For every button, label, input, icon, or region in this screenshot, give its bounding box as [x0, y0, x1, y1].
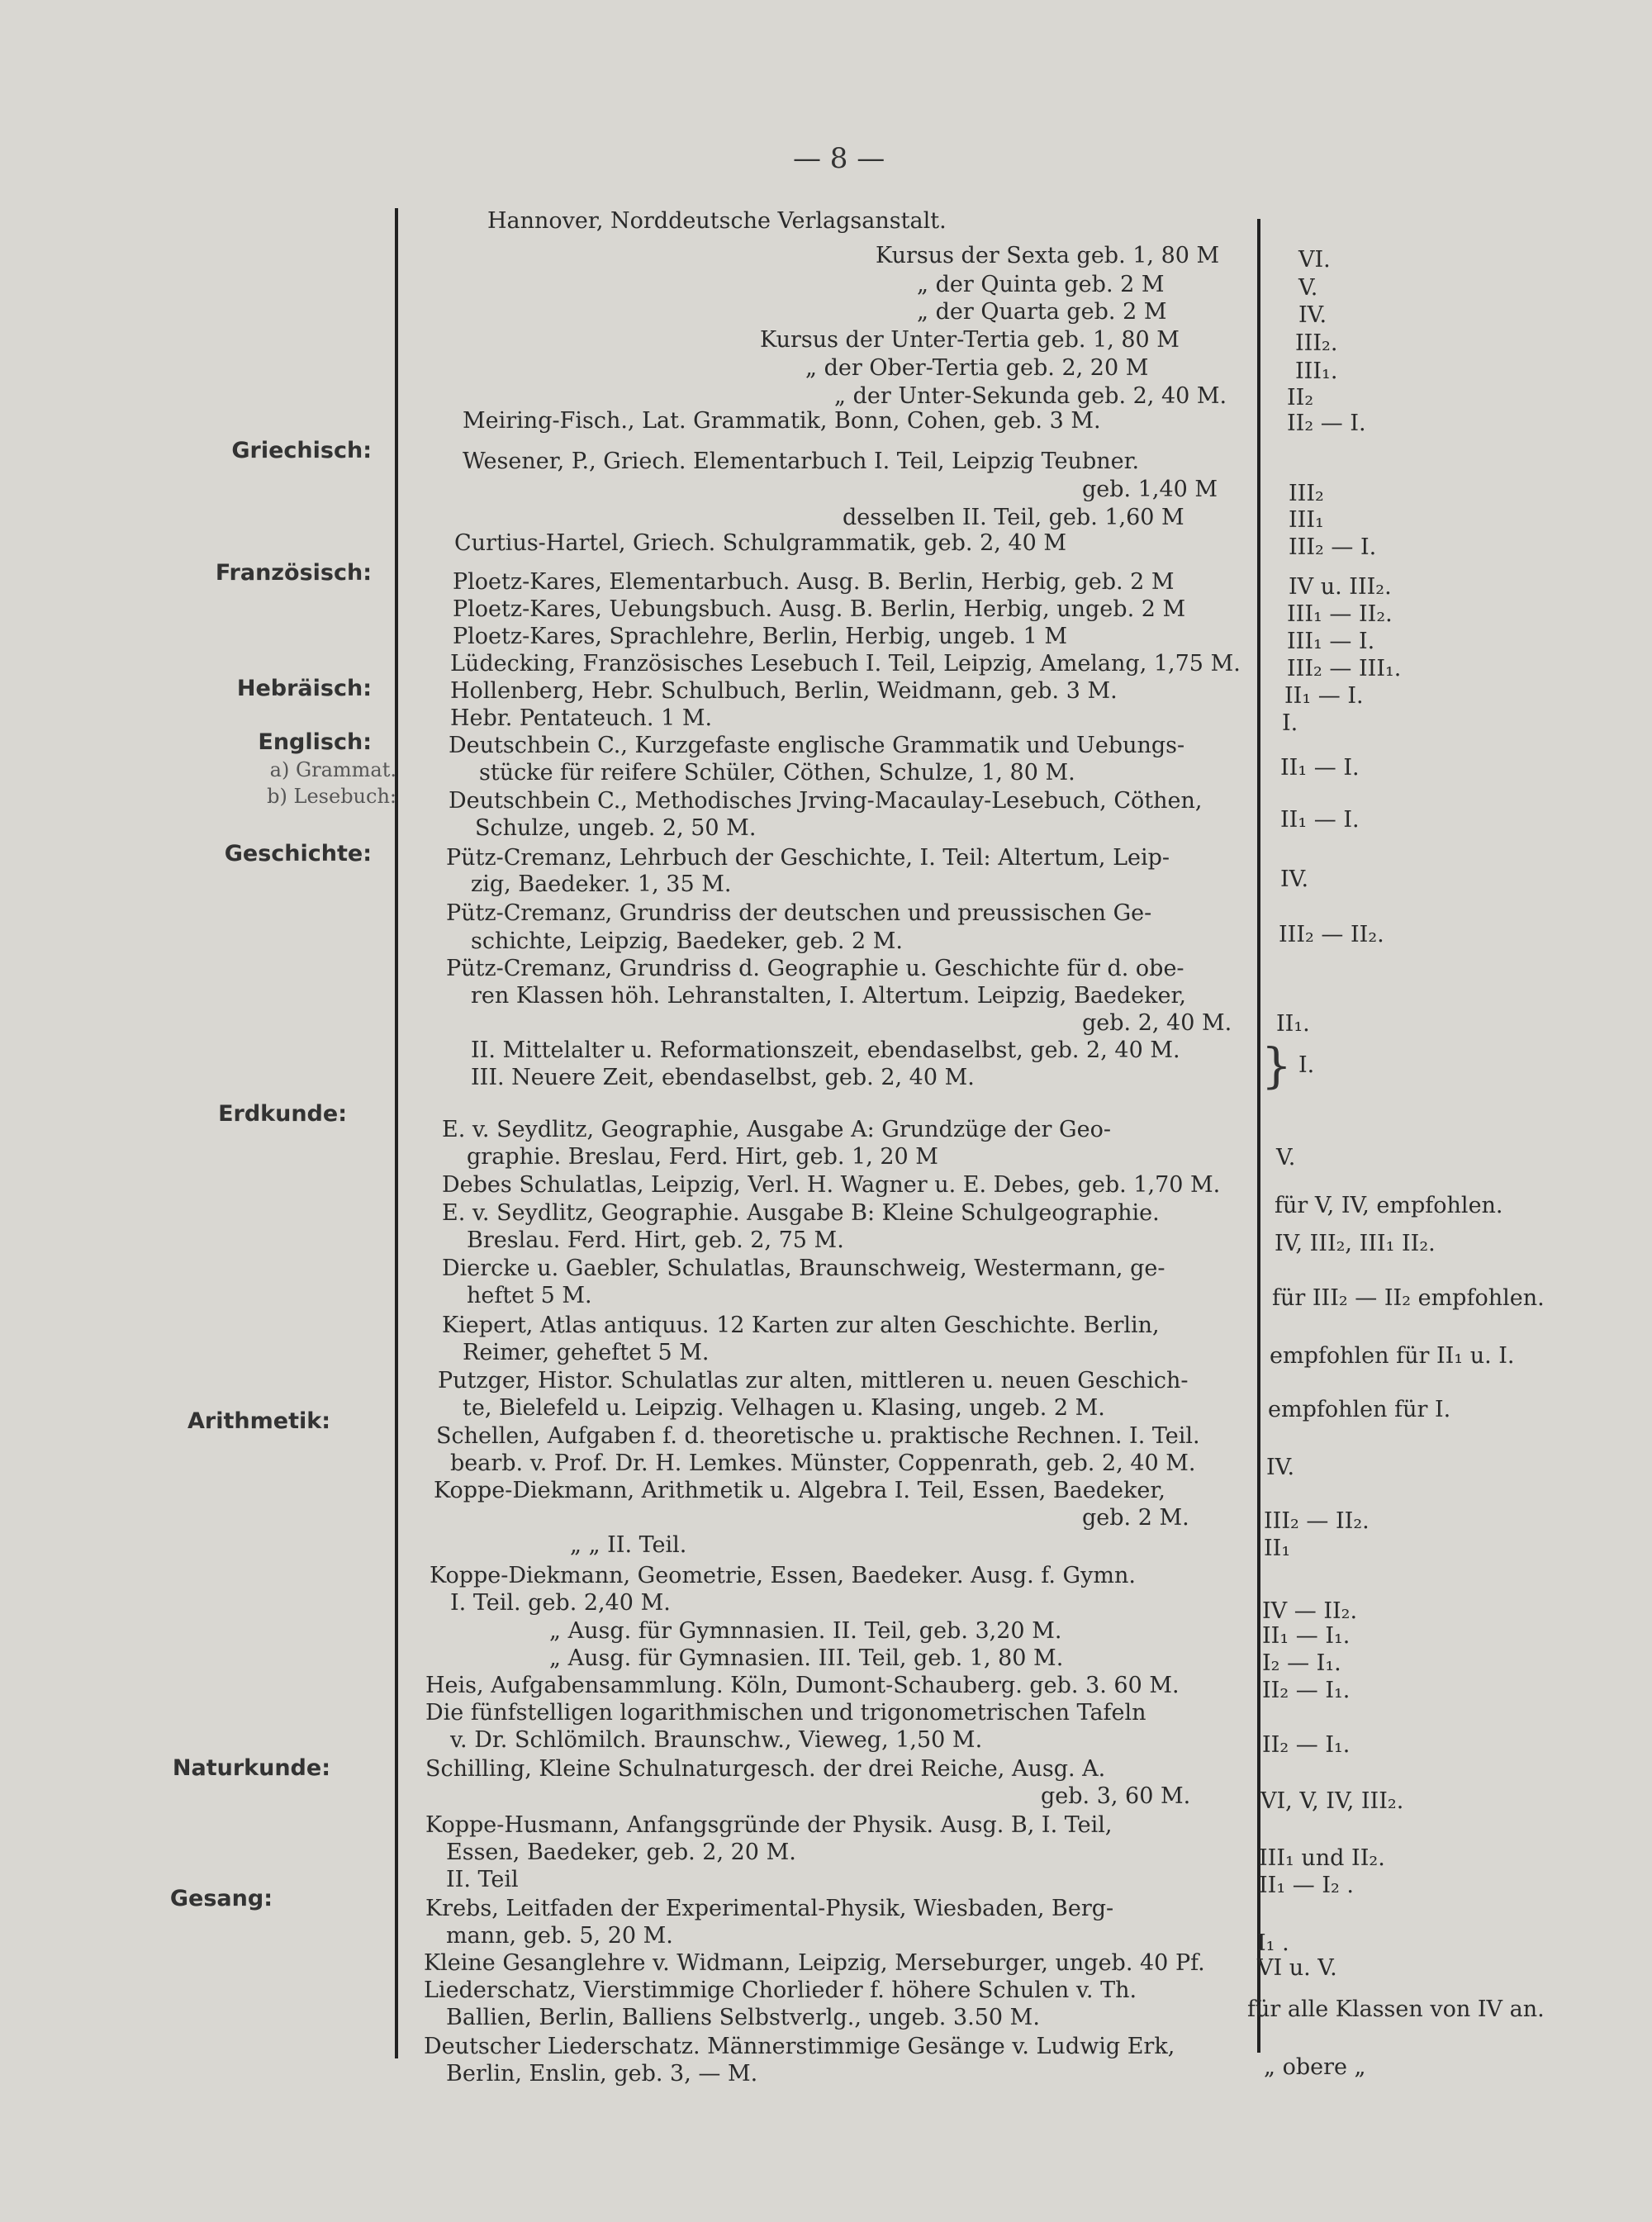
grade-entry: I₁ .	[1257, 1930, 1289, 1956]
grade-entry: II₁.	[1276, 1011, 1310, 1037]
grade-entry: III₂.	[1295, 330, 1338, 356]
book-line: geb. 3, 60 M.	[1041, 1783, 1191, 1809]
book-line: „ „ II. Teil.	[570, 1532, 687, 1558]
book-line: „ der Unter-Sekunda geb. 2, 40 M.	[834, 383, 1227, 409]
book-line: Koppe-Diekmann, Arithmetik u. Algebra I. Teil, Essen, Baedeker,	[434, 1478, 1165, 1503]
book-line: Debes Schulatlas, Leipzig, Verl. H. Wagner u. E. Debes, geb. 1,70 M.	[442, 1172, 1221, 1198]
book-line: Berlin, Enslin, geb. 3, — M.	[446, 2061, 758, 2087]
book-line: II. Mittelalter u. Reformationszeit, ebendaselbst, geb. 2, 40 M.	[471, 1037, 1180, 1063]
grade-entry: „ obere „	[1264, 2054, 1366, 2080]
book-line: Deutschbein C., Kurzgefaste englische Grammatik und Uebungs-	[449, 733, 1185, 758]
book-line: Hebr. Pentateuch. 1 M.	[450, 705, 713, 731]
grade-entry: IV — II₂.	[1262, 1598, 1358, 1624]
book-line: Kursus der Sexta geb. 1, 80 M	[876, 243, 1220, 268]
book-line: „ Ausg. für Gymnasien. III. Teil, geb. 1, 80 M.	[549, 1645, 1064, 1671]
book-line: Koppe-Diekmann, Geometrie, Essen, Baedeker. Ausg. f. Gymn.	[430, 1563, 1136, 1588]
subject-englisch-lesebuch: b) Lesebuch:	[267, 785, 396, 808]
grade-entry: II₁ — I₂ .	[1259, 1873, 1354, 1898]
grade-entry: IV, III₂, III₁ II₂.	[1275, 1231, 1436, 1256]
book-line: ren Klassen höh. Lehranstalten, I. Altertum. Leipzig, Baedeker,	[471, 983, 1187, 1009]
grade-entry: II₁ — I₁.	[1262, 1623, 1351, 1649]
book-line: Schilling, Kleine Schulnaturgesch. der drei Reiche, Ausg. A.	[425, 1756, 1106, 1782]
book-line: Kursus der Unter-Tertia geb. 1, 80 M	[760, 327, 1180, 353]
book-line: geb. 2, 40 M.	[1082, 1010, 1232, 1036]
grade-entry: II₂ — I.	[1287, 411, 1366, 436]
right-column-rule	[1257, 219, 1260, 2053]
grade-entry: III₁ und II₂.	[1259, 1845, 1385, 1871]
book-line: E. v. Seydlitz, Geographie. Ausgabe B: Kleine Schulgeographie.	[442, 1200, 1160, 1226]
grade-entry: III₁ — I.	[1287, 629, 1375, 654]
book-line: Kiepert, Atlas antiquus. 12 Karten zur alten Geschichte. Berlin,	[442, 1313, 1160, 1338]
grade-entry: VI.	[1298, 247, 1331, 273]
subject-franzoesisch: Französisch:	[215, 560, 372, 586]
book-line: stücke für reifere Schüler, Cöthen, Schulze, 1, 80 M.	[479, 760, 1075, 786]
subject-gesang: Gesang:	[169, 1886, 273, 1911]
grade-entry: III₁	[1289, 507, 1324, 533]
subject-griechisch: Griechisch:	[231, 438, 372, 463]
grade-entry: IV.	[1298, 302, 1327, 328]
book-line: Schellen, Aufgaben f. d. theoretische u. praktische Rechnen. I. Teil.	[436, 1423, 1200, 1449]
subject-englisch: Englisch:	[258, 729, 372, 755]
grade-entry: II₂ — I₁.	[1262, 1678, 1351, 1703]
book-line: te, Bielefeld u. Leipzig. Velhagen u. Klasing, ungeb. 2 M.	[463, 1395, 1105, 1421]
book-line: graphie. Breslau, Ferd. Hirt, geb. 1, 20 M	[467, 1144, 938, 1170]
book-line: Pütz-Cremanz, Grundriss d. Geographie u. Geschichte für d. obe-	[446, 956, 1184, 981]
book-line: Heis, Aufgabensammlung. Köln, Dumont-Schauberg. geb. 3. 60 M.	[425, 1673, 1180, 1698]
grade-entry: empfohlen für I.	[1268, 1397, 1451, 1422]
grade-entry: für alle Klassen von IV an.	[1247, 1996, 1545, 2022]
book-line: Deutschbein C., Methodisches Jrving-Macaulay-Lesebuch, Cöthen,	[449, 788, 1203, 814]
book-line: Breslau. Ferd. Hirt, geb. 2, 75 M.	[467, 1227, 844, 1253]
book-line: Wesener, P., Griech. Elementarbuch I. Teil, Leipzig Teubner.	[463, 449, 1140, 474]
grade-entry: empfohlen für II₁ u. I.	[1270, 1343, 1515, 1369]
book-line: Ploetz-Kares, Elementarbuch. Ausg. B. Berlin, Herbig, geb. 2 M	[453, 569, 1175, 595]
brace-mark: }	[1261, 1037, 1292, 1094]
grade-entry: III₂ — I.	[1289, 534, 1377, 560]
book-line: „ der Ober-Tertia geb. 2, 20 M	[805, 355, 1149, 381]
grade-entry: IV u. III₂.	[1289, 574, 1392, 600]
book-line: E. v. Seydlitz, Geographie, Ausgabe A: Grundzüge der Geo-	[442, 1117, 1111, 1142]
book-line: bearb. v. Prof. Dr. H. Lemkes. Münster, Coppenrath, geb. 2, 40 M.	[450, 1450, 1196, 1476]
book-line: heftet 5 M.	[467, 1283, 592, 1308]
subject-geschichte: Geschichte:	[224, 841, 372, 866]
book-line: III. Neuere Zeit, ebendaselbst, geb. 2, 40 M.	[471, 1065, 975, 1090]
book-line: „ der Quarta geb. 2 M	[917, 299, 1167, 325]
grade-entry: I.	[1298, 1052, 1315, 1078]
grade-entry: II₁	[1264, 1536, 1291, 1561]
grade-entry: IV.	[1266, 1455, 1295, 1480]
grade-entry: III₂	[1289, 481, 1324, 506]
grade-entry: I.	[1282, 710, 1298, 736]
book-line: „ Ausg. für Gymnnasien. II. Teil, geb. 3,20 M.	[549, 1618, 1062, 1644]
grade-entry: I₂ — I₁.	[1262, 1650, 1341, 1676]
grade-entry: II₂ — I₁.	[1262, 1732, 1351, 1758]
book-line: mann, geb. 5, 20 M.	[446, 1923, 673, 1949]
page-number: — 8 —	[793, 142, 885, 175]
book-line: Ploetz-Kares, Uebungsbuch. Ausg. B. Berlin, Herbig, ungeb. 2 M	[453, 596, 1186, 622]
book-line: Ballien, Berlin, Balliens Selbstverlg., ungeb. 3.50 M.	[446, 2005, 1040, 2030]
book-line: zig, Baedeker. 1, 35 M.	[471, 871, 732, 897]
book-line: geb. 1,40 M	[1082, 477, 1218, 502]
book-line: Essen, Baedeker, geb. 2, 20 M.	[446, 1840, 796, 1865]
book-line: „ der Quinta geb. 2 M	[917, 272, 1165, 297]
grade-entry: III₁.	[1295, 358, 1338, 384]
book-line: Putzger, Histor. Schulatlas zur alten, mittleren u. neuen Geschich-	[438, 1368, 1189, 1393]
grade-entry: II₁ — I.	[1284, 683, 1364, 709]
subject-naturkunde: Naturkunde:	[172, 1755, 330, 1781]
subject-hebraeisch: Hebräisch:	[236, 676, 372, 701]
book-line: II. Teil	[446, 1867, 519, 1892]
book-line: Kleine Gesanglehre v. Widmann, Leipzig, Merseburger, ungeb. 40 Pf.	[424, 1950, 1205, 1976]
grade-entry: II₁ — I.	[1280, 807, 1360, 833]
book-line: Pütz-Cremanz, Grundriss der deutschen und preussischen Ge-	[446, 900, 1152, 926]
book-line: Lüdecking, Französisches Lesebuch I. Teil, Leipzig, Amelang, 1,75 M.	[450, 651, 1241, 677]
grade-entry: III₂ — II₂.	[1264, 1508, 1370, 1534]
book-line: Diercke u. Gaebler, Schulatlas, Braunschweig, Westermann, ge-	[442, 1256, 1165, 1281]
book-line: desselben II. Teil, geb. 1,60 M	[843, 505, 1184, 530]
book-line: Reimer, geheftet 5 M.	[463, 1340, 710, 1365]
grade-entry: VI u. V.	[1257, 1955, 1337, 1981]
grade-entry: V.	[1298, 275, 1318, 301]
subject-arithmetik: Arithmetik:	[188, 1408, 330, 1434]
grade-entry: II₁ — I.	[1280, 755, 1360, 781]
grade-entry: III₁ — II₂.	[1287, 601, 1393, 627]
left-column-rule	[395, 208, 398, 2058]
book-line: schichte, Leipzig, Baedeker, geb. 2 M.	[471, 928, 903, 954]
subject-englisch-grammatik: a) Grammat.	[269, 758, 396, 781]
grade-entry: III₂ — II₂.	[1279, 922, 1384, 947]
grade-entry: für III₂ — II₂ empfohlen.	[1272, 1285, 1545, 1311]
book-line: Koppe-Husmann, Anfangsgründe der Physik. Ausg. B, I. Teil,	[425, 1812, 1113, 1838]
grade-entry: II₂	[1287, 385, 1314, 411]
book-line: Meiring-Fisch., Lat. Grammatik, Bonn, Cohen, geb. 3 M.	[463, 408, 1101, 434]
grade-entry: III₂ — III₁.	[1287, 656, 1402, 681]
grade-entry: VI, V, IV, III₂.	[1260, 1788, 1404, 1814]
book-line: Hannover, Norddeutsche Verlagsanstalt.	[487, 208, 947, 234]
book-line: geb. 2 M.	[1082, 1505, 1189, 1531]
grade-entry: V.	[1276, 1145, 1296, 1170]
book-line: Krebs, Leitfaden der Experimental-Physik, Wiesbaden, Berg-	[425, 1896, 1114, 1921]
book-line: I. Teil. geb. 2,40 M.	[450, 1590, 671, 1616]
book-line: Hollenberg, Hebr. Schulbuch, Berlin, Weidmann, geb. 3 M.	[450, 678, 1118, 704]
book-line: v. Dr. Schlömilch. Braunschw., Vieweg, 1,50 M.	[450, 1727, 983, 1753]
book-line: Curtius-Hartel, Griech. Schulgrammatik, geb. 2, 40 M	[454, 530, 1067, 556]
book-line: Ploetz-Kares, Sprachlehre, Berlin, Herbig, ungeb. 1 M	[453, 624, 1068, 649]
grade-entry: für V, IV, empfohlen.	[1275, 1193, 1503, 1218]
book-line: Liederschatz, Vierstimmige Chorlieder f. höhere Schulen v. Th.	[424, 1977, 1137, 2003]
book-line: Die fünfstelligen logarithmischen und trigonometrischen Tafeln	[425, 1700, 1146, 1726]
book-line: Schulze, ungeb. 2, 50 M.	[475, 815, 757, 841]
book-line: Pütz-Cremanz, Lehrbuch der Geschichte, I. Teil: Altertum, Leip-	[446, 845, 1170, 871]
book-line: Deutscher Liederschatz. Männerstimmige Gesänge v. Ludwig Erk,	[424, 2034, 1175, 2059]
subject-erdkunde: Erdkunde:	[218, 1101, 347, 1127]
grade-entry: IV.	[1280, 866, 1309, 892]
